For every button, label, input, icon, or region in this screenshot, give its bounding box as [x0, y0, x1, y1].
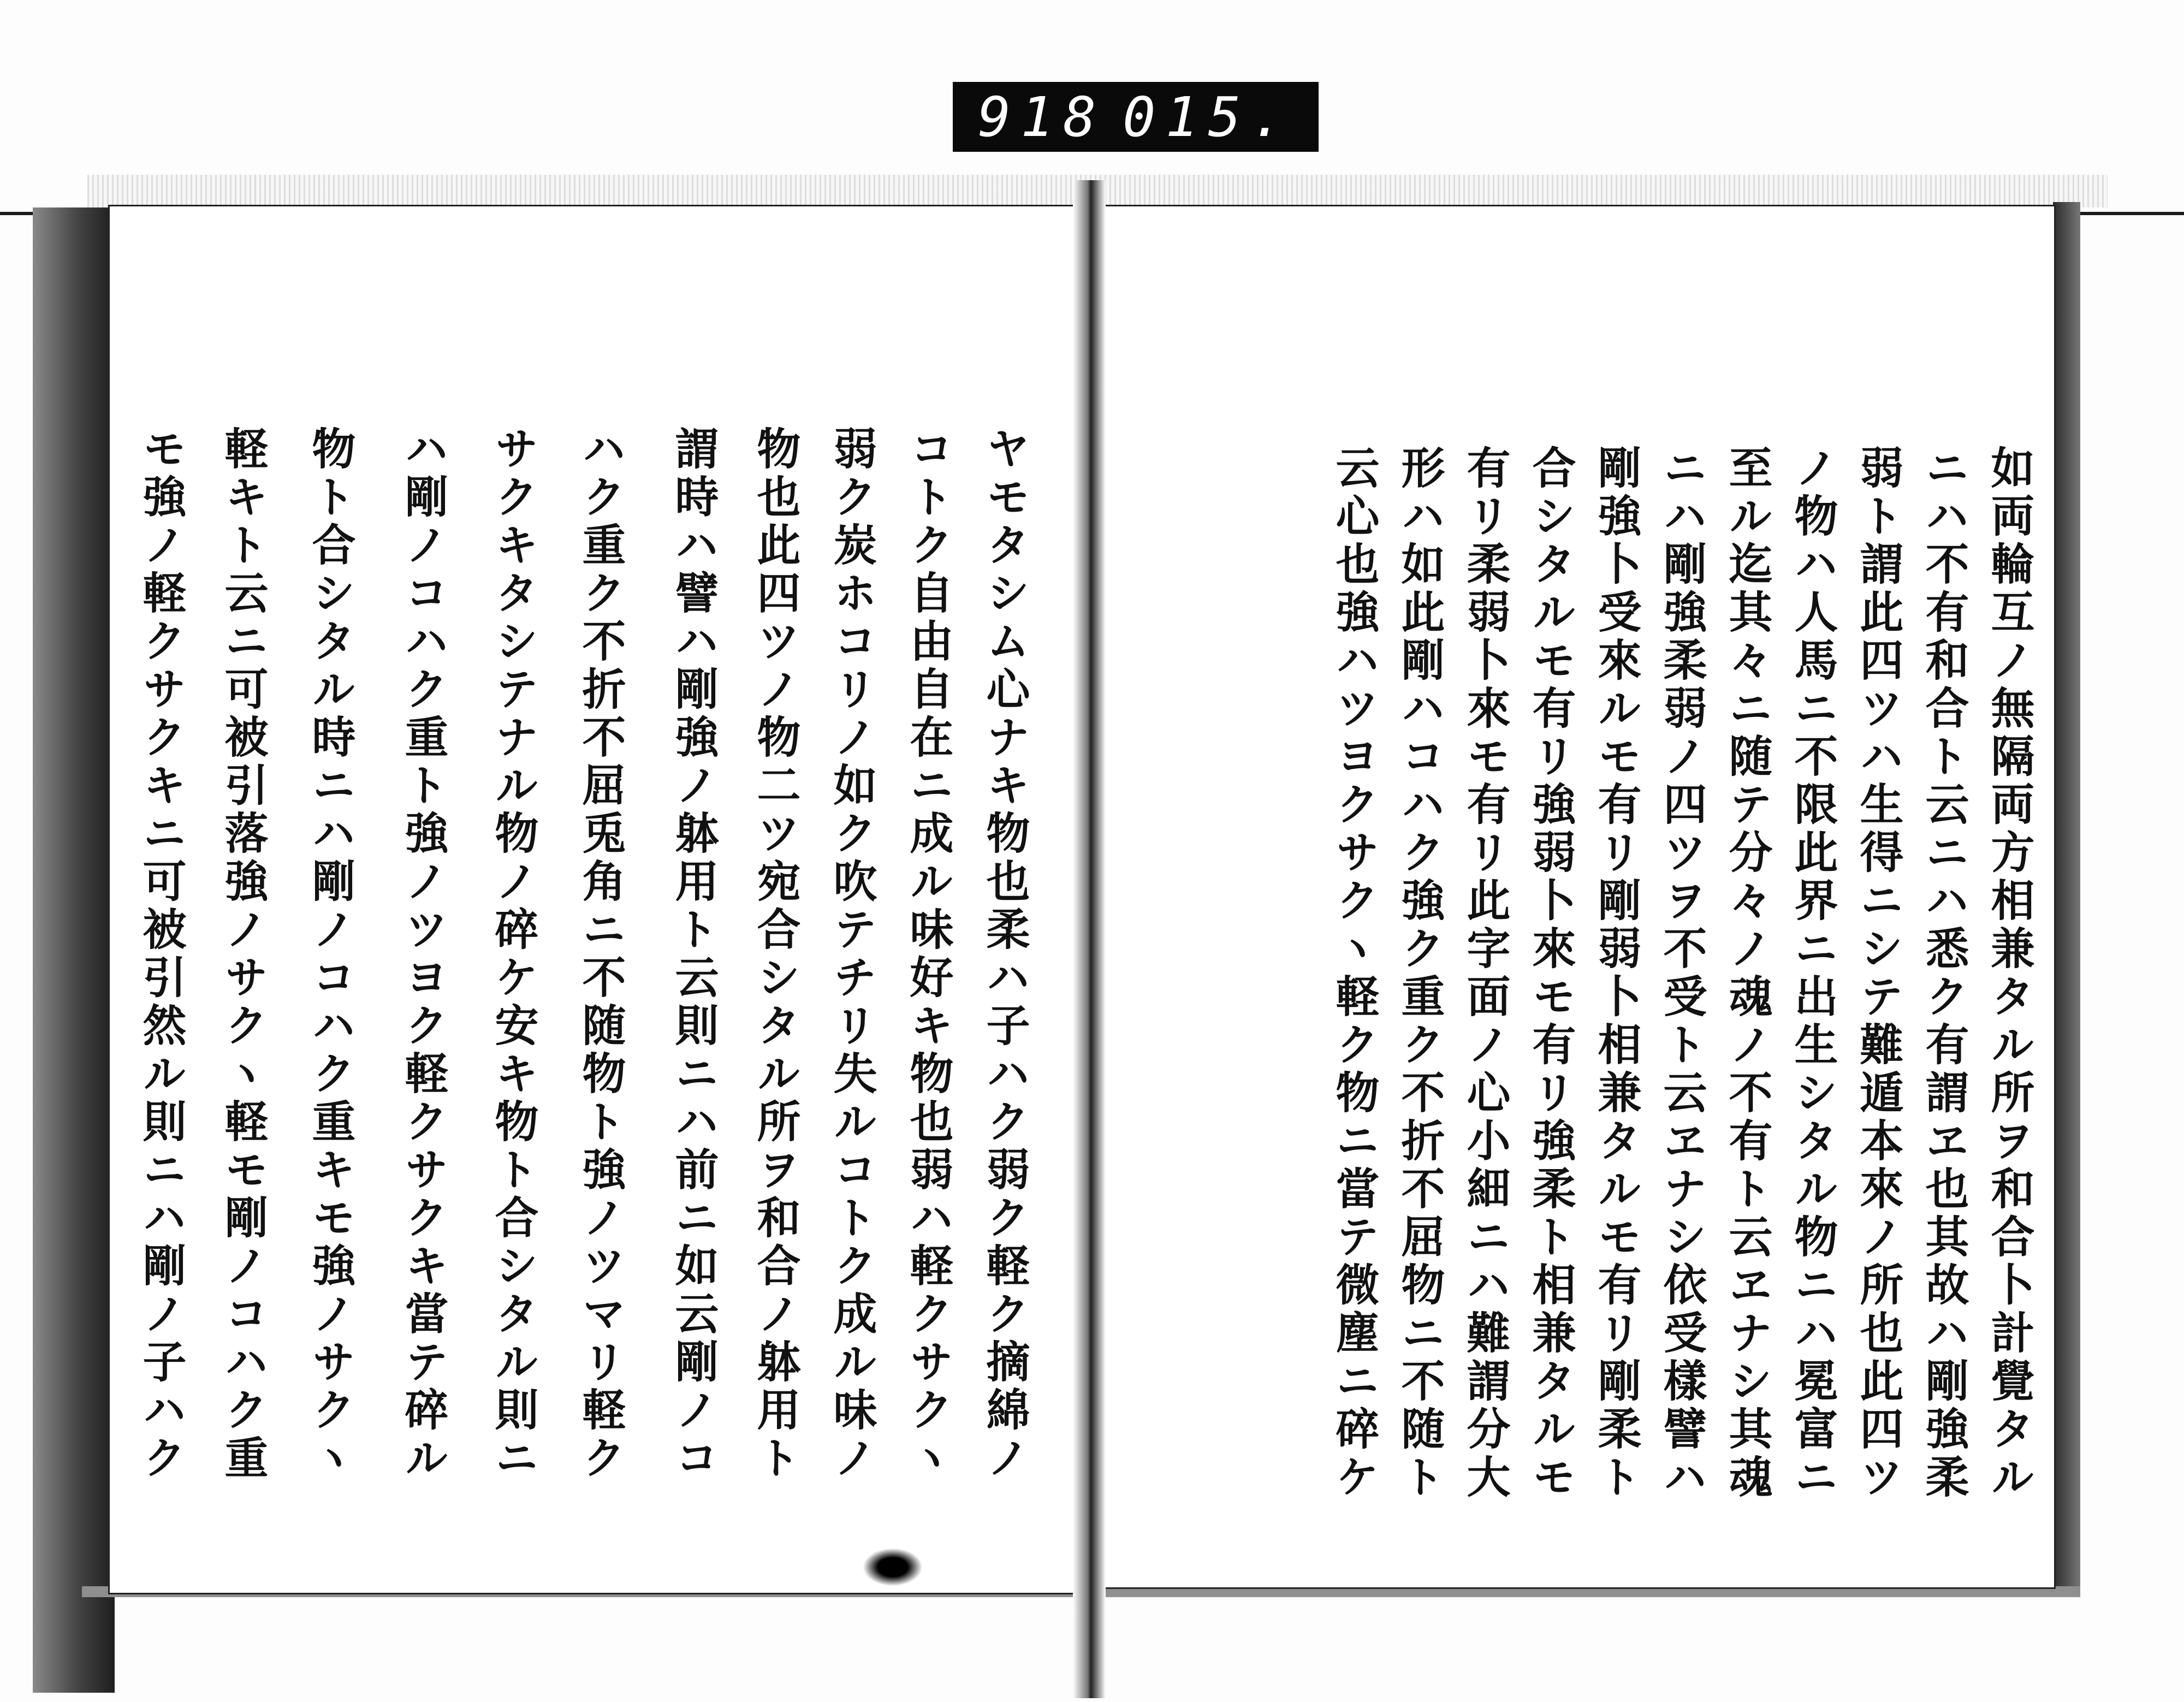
text-column: 如両輪互ノ無隔両方相兼タル所ヲ和合卜計覺タル [1984, 445, 2035, 1502]
book-edge-left [33, 207, 115, 1693]
book-gutter [1073, 180, 1106, 1698]
text-column: 剛強卜受來ルモ有リ剛弱卜相兼タルモ有リ剛柔ト [1590, 445, 1642, 1502]
text-column: 至ル迄其々ニ随テ分々ノ魂ノ不有ト云ヱナシ其魂 [1722, 445, 1773, 1502]
text-column: 物也此四ツノ物二ツ宛合シタル所ヲ和合ノ躰用ト [750, 426, 801, 1483]
frame-number-label [953, 82, 1319, 152]
text-column: 軽キト云ニ可被引落強ノサクヽ軽モ剛ノコハク重 [217, 426, 269, 1483]
text-column: ヤモタシム心ナキ物也柔ハ子ハク弱ク軽ク摘綿ノ [979, 426, 1030, 1483]
text-column: ハ剛ノコハク重ト強ノツヨク軽クサクキ當テ碎ル [397, 426, 449, 1483]
text-column: 云心也強ハツヨクサクヽ軽ク物ニ當テ微塵ニ碎ケ [1328, 445, 1380, 1502]
book-edge-right [2053, 202, 2080, 1594]
text-column: 物ト合シタル時ニハ剛ノコハク重キモ強ノサクヽ [305, 426, 356, 1483]
text-column: サクキタシテナル物ノ碎ケ安キ物ト合シタル則ニ [488, 426, 539, 1483]
text-column: 有リ柔弱卜來モ有リ此字面ノ心小細ニハ難謂分大 [1459, 445, 1511, 1502]
reel-number: 918 [978, 85, 1106, 149]
text-column: 形ハ如此剛ハコハク強ク重ク不折不屈物ニ不随ト [1394, 445, 1445, 1502]
ink-blot [863, 1548, 923, 1586]
text-column: ニハ剛強柔弱ノ四ツヲ不受ト云ヱナシ依受樣譬ハ [1656, 445, 1707, 1502]
text-column: 弱ク炭ホコリノ如ク吹テチリ失ルコトク成ル味ノ [826, 426, 877, 1483]
frame-number: 015. [1123, 85, 1293, 149]
text-column: 弱ト謂此四ツハ生得ニシテ難遁本來ノ所也此四ツ [1853, 445, 1904, 1502]
text-column: ノ物ハ人馬ニ不限此界ニ出生シタル物ニハ冕富ニ [1787, 445, 1838, 1502]
text-column: 合シタルモ有リ強弱卜來モ有リ強柔ト相兼タルモ [1525, 445, 1576, 1502]
text-column: ハク重ク不折不屈兎角ニ不随物ト強ノツマリ軽ク [575, 426, 626, 1483]
text-column: モ強ノ軽クサクキニ可被引然ル則ニハ剛ノ子ハク [135, 426, 187, 1483]
right-page [1097, 205, 2056, 1589]
text-column: 謂時ハ譬ハ剛強ノ躰用ト云則ニハ前ニ如云剛ノコ [668, 426, 719, 1483]
text-column: ニハ不有和合ト云ニハ悉ク有謂ヱ也其故ハ剛強柔 [1918, 445, 1969, 1502]
text-column: コトク自由自在ニ成ル味好キ物也弱ハ軽クサクヽ [903, 426, 954, 1483]
